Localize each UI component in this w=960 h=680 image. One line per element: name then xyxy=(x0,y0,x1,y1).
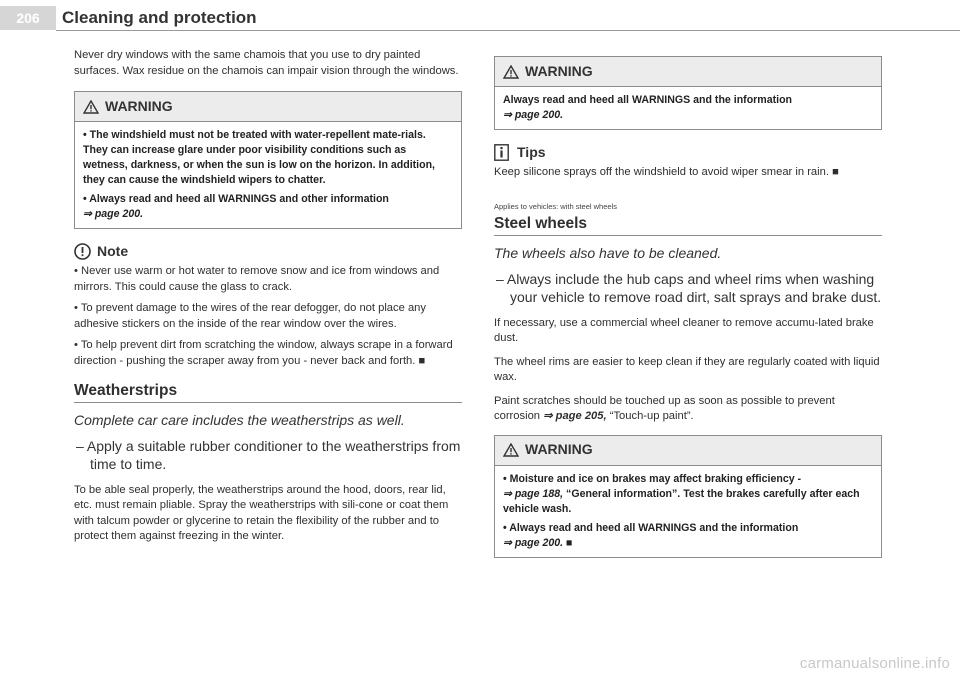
intro-paragraph: Never dry windows with the same chamois that you use to dry painted surfaces. Wax residue on the chamois can impair vision through the windows. xyxy=(74,49,459,77)
note-label: Note xyxy=(97,242,129,259)
warning-label: WARNING xyxy=(525,441,593,458)
note-header xyxy=(74,243,462,260)
applies-caption: Applies to vehicles: with steel wheels xyxy=(494,201,617,211)
page-header xyxy=(0,0,960,34)
section-title-steel-wheels: Steel wheels xyxy=(494,216,882,236)
body-paragraph xyxy=(494,394,882,425)
warning-header xyxy=(495,436,881,466)
warning-text: “General information”. Test the brakes carefully after each vehicle wash. xyxy=(503,487,860,515)
page-reference-link[interactable]: ⇒ page 200. ■ xyxy=(503,536,573,549)
warning-item: • Always read and heed all WARNINGS and other information ⇒ page 200. xyxy=(83,193,389,220)
note-circle-icon xyxy=(74,243,91,260)
page-reference-link[interactable]: ⇒ page 205, xyxy=(543,410,607,422)
warning-box-windshield xyxy=(74,91,462,229)
warning-triangle-icon xyxy=(83,100,99,114)
warning-header xyxy=(75,92,461,122)
page-reference-link[interactable]: ⇒ page 200. xyxy=(83,208,144,220)
warning-body xyxy=(495,87,881,129)
warning-text: The windshield must not be treated with water-repellent mate-rials. They can increase glare under poor visibility conditions such as wetness, darkness, or when the sun is low on the horizon. In addition, they can cause the windshield wipers to chatter. xyxy=(83,129,435,186)
watermark-text: carmanualsonline.info xyxy=(799,655,950,672)
warning-box-brakes xyxy=(494,435,882,558)
warning-text: Always read and heed all WARNINGS and the information xyxy=(509,521,799,534)
info-icon xyxy=(494,144,509,161)
warning-body xyxy=(75,122,461,228)
body-paragraph: The wheel rims are easier to keep clean if they are regularly coated with liquid wax. xyxy=(494,355,880,383)
warning-label: WARNING xyxy=(525,62,593,79)
instruction-step: – Always include the hub caps and wheel rims when washing your vehicle to remove road dirt, salt sprays and brake dust. xyxy=(496,270,882,305)
warning-triangle-icon xyxy=(503,65,519,79)
section-title-weatherstrips: Weatherstrips xyxy=(74,383,462,403)
left-column xyxy=(74,48,462,553)
chapter-title: Cleaning and protection xyxy=(62,8,257,27)
instruction-step: – Apply a suitable rubber conditioner to the weatherstrips from time to time. xyxy=(76,437,461,472)
warning-header xyxy=(495,57,881,87)
note-text: Never use warm or hot water to remove snow and ice from windows and mirrors. This could cause the glass to crack. xyxy=(74,265,440,293)
warning-body xyxy=(495,466,881,557)
warning-item: • Moisture and ice on brakes may affect braking efficiency - ⇒ page 188, “General information”. Test the brakes carefully after each vehicle wash. xyxy=(503,472,860,515)
note-text: To prevent damage to the wires of the rear defogger, do not place any adhesive stickers on the inside of the rear window over the wires. xyxy=(74,302,426,330)
body-text: Paint scratches should be touched up as soon as possible to prevent corrosion xyxy=(494,394,835,422)
note-bullet: • Never use warm or hot water to remove snow and ice from windows and mirrors. This could cause the glass to crack. xyxy=(74,265,440,293)
warning-text: Moisture and ice on brakes may affect braking efficiency - xyxy=(509,472,802,485)
tips-header xyxy=(494,144,882,161)
note-text: To help prevent dirt from scratching the window, always scrape in a forward direction - pushing the scraper away from you - never back and forth. ■ xyxy=(74,339,453,367)
warning-text: Always read and heed all WARNINGS and the information xyxy=(503,94,793,106)
section-lead: Complete car care includes the weatherstrips as well. xyxy=(74,411,405,428)
warning-box-general xyxy=(494,56,882,130)
body-text: “Touch-up paint”. xyxy=(606,410,694,422)
body-paragraph: To be able seal properly, the weatherstrips around the hood, doors, rear lid, etc. must remain pliable. Spray the weatherstrips with sili-cone or coat them with talcum powder or glycerine to retain the flexibility of the rubber and to protect them against freezing in the winter. xyxy=(74,483,449,542)
tips-text: Keep silicone sprays off the windshield to avoid wiper smear in rain. ■ xyxy=(494,166,839,178)
note-bullet: • To prevent damage to the wires of the rear defogger, do not place any adhesive stickers on the inside of the rear window over the wires. xyxy=(74,302,426,330)
tips-label: Tips xyxy=(517,143,546,160)
body-paragraph: If necessary, use a commercial wheel cleaner to remove accumu-lated brake dust. xyxy=(494,316,874,344)
note-bullet: • To help prevent dirt from scratching the window, always scrape in a forward direction - pushing the scraper away from you - never back and forth. ■ xyxy=(74,339,453,367)
warning-item: • The windshield must not be treated with water-repellent mate-rials. They can increase glare under poor visibility conditions such as wetness, darkness, or when the sun is low on the horizon. In addition, they can cause the windshield wipers to chatter. xyxy=(83,129,435,186)
section-lead: The wheels also have to be cleaned. xyxy=(494,244,722,261)
warning-item: • Always read and heed all WARNINGS and the information ⇒ page 200. ■ xyxy=(503,521,799,549)
warning-triangle-icon xyxy=(503,443,519,457)
warning-text: Always read and heed all WARNINGS and other information xyxy=(89,193,389,205)
page-number: 206 xyxy=(0,6,56,30)
header-divider xyxy=(56,30,960,31)
page-reference-link[interactable]: ⇒ page 200. xyxy=(503,109,564,121)
right-column xyxy=(494,48,882,572)
page-reference-link[interactable]: ⇒ page 188, xyxy=(503,487,564,500)
warning-label: WARNING xyxy=(105,97,173,114)
